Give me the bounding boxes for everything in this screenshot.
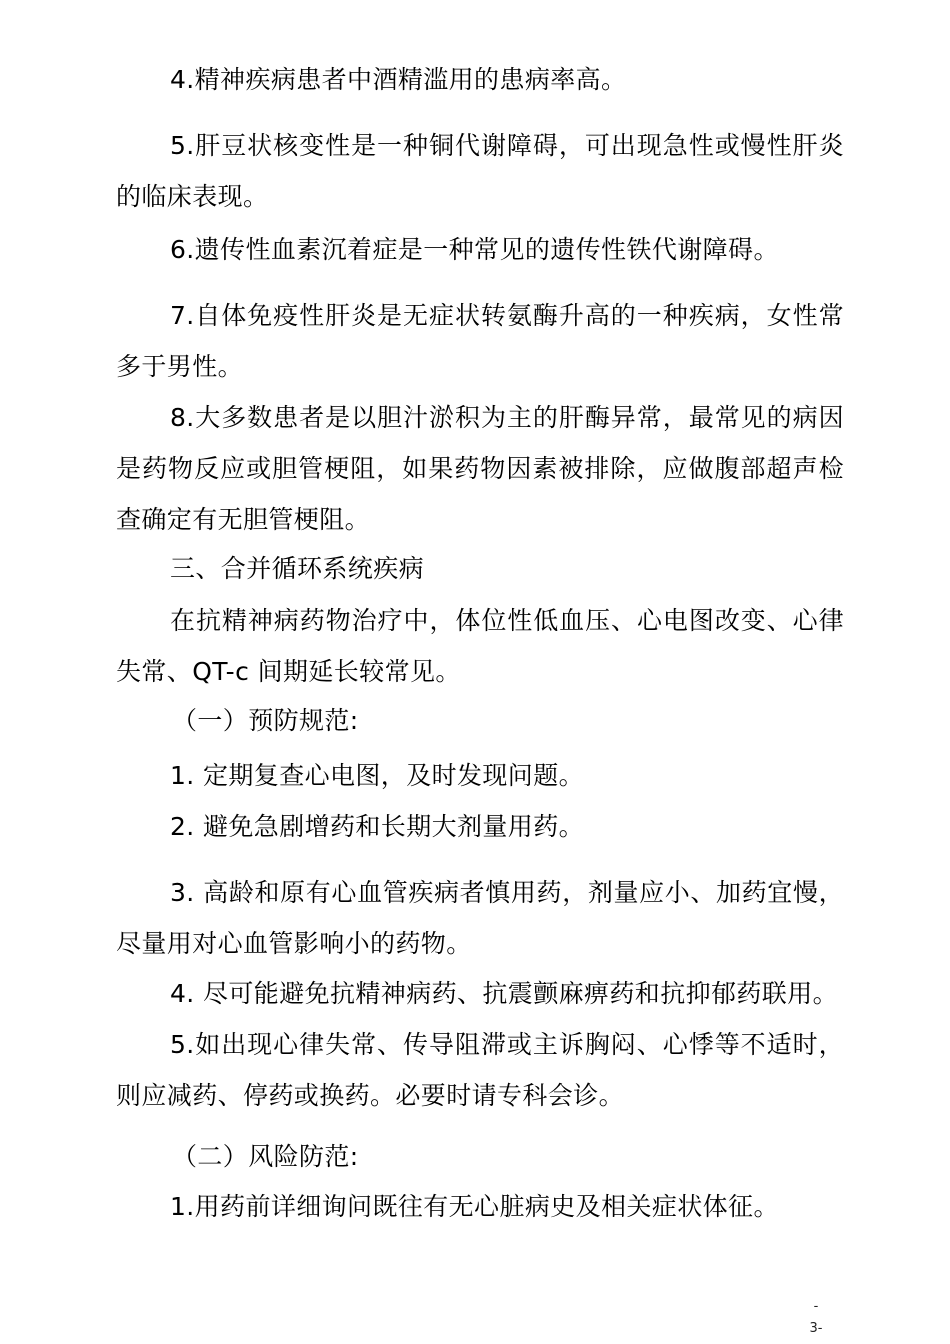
page-number-top: - bbox=[813, 1299, 819, 1314]
section-heading-circulatory: 三、合并循环系统疾病 bbox=[170, 554, 425, 583]
paragraph-intro-circulatory: 在抗精神病药物治疗中，体位性低血压、心电图改变、心律失常、QT-c 间期延长较常见。 bbox=[116, 606, 844, 686]
page-number-bottom: 3- bbox=[809, 1321, 823, 1336]
subheading-prevention: （一）预防规范: bbox=[172, 706, 359, 735]
page-number bbox=[804, 1296, 828, 1340]
prevention-item-1: 1. 定期复查心电图，及时发现问题。 bbox=[170, 761, 585, 790]
paragraph-item-6: 6.遗传性血素沉着症是一种常见的遗传性铁代谢障碍。 bbox=[170, 235, 779, 264]
paragraph-item-7: 7.自体免疫性肝炎是无症状转氨酶升高的一种疾病，女性常多于男性。 bbox=[116, 301, 844, 381]
prevention-item-2: 2. 避免急剧增药和长期大剂量用药。 bbox=[170, 812, 585, 841]
paragraph-item-8: 8.大多数患者是以胆汁淤积为主的肝酶异常，最常见的病因是药物反应或胆管梗阻，如果药物因素被排除，应做腹部超声检查确定有无胆管梗阻。 bbox=[116, 403, 844, 534]
paragraph-item-5: 5.肝豆状核变性是一种铜代谢障碍，可出现急性或慢性肝炎的临床表现。 bbox=[116, 131, 844, 211]
subheading-risk: （二）风险防范: bbox=[172, 1142, 359, 1171]
prevention-item-4: 4. 尽可能避免抗精神病药、抗震颤麻痹药和抗抑郁药联用。 bbox=[170, 979, 839, 1008]
prevention-item-5: 5.如出现心律失常、传导阻滞或主诉胸闷、心悸等不适时，则应减药、停药或换药。必要时请专科会诊。 bbox=[116, 1030, 844, 1110]
paragraph-item-4: 4.精神疾病患者中酒精滥用的患病率高。 bbox=[170, 65, 627, 94]
risk-item-1: 1.用药前详细询问既往有无心脏病史及相关症状体征。 bbox=[170, 1192, 779, 1221]
prevention-item-3: 3. 高龄和原有心血管疾病者慎用药，剂量应小、加药宜慢，尽量用对心血管影响小的药物。 bbox=[116, 878, 844, 958]
